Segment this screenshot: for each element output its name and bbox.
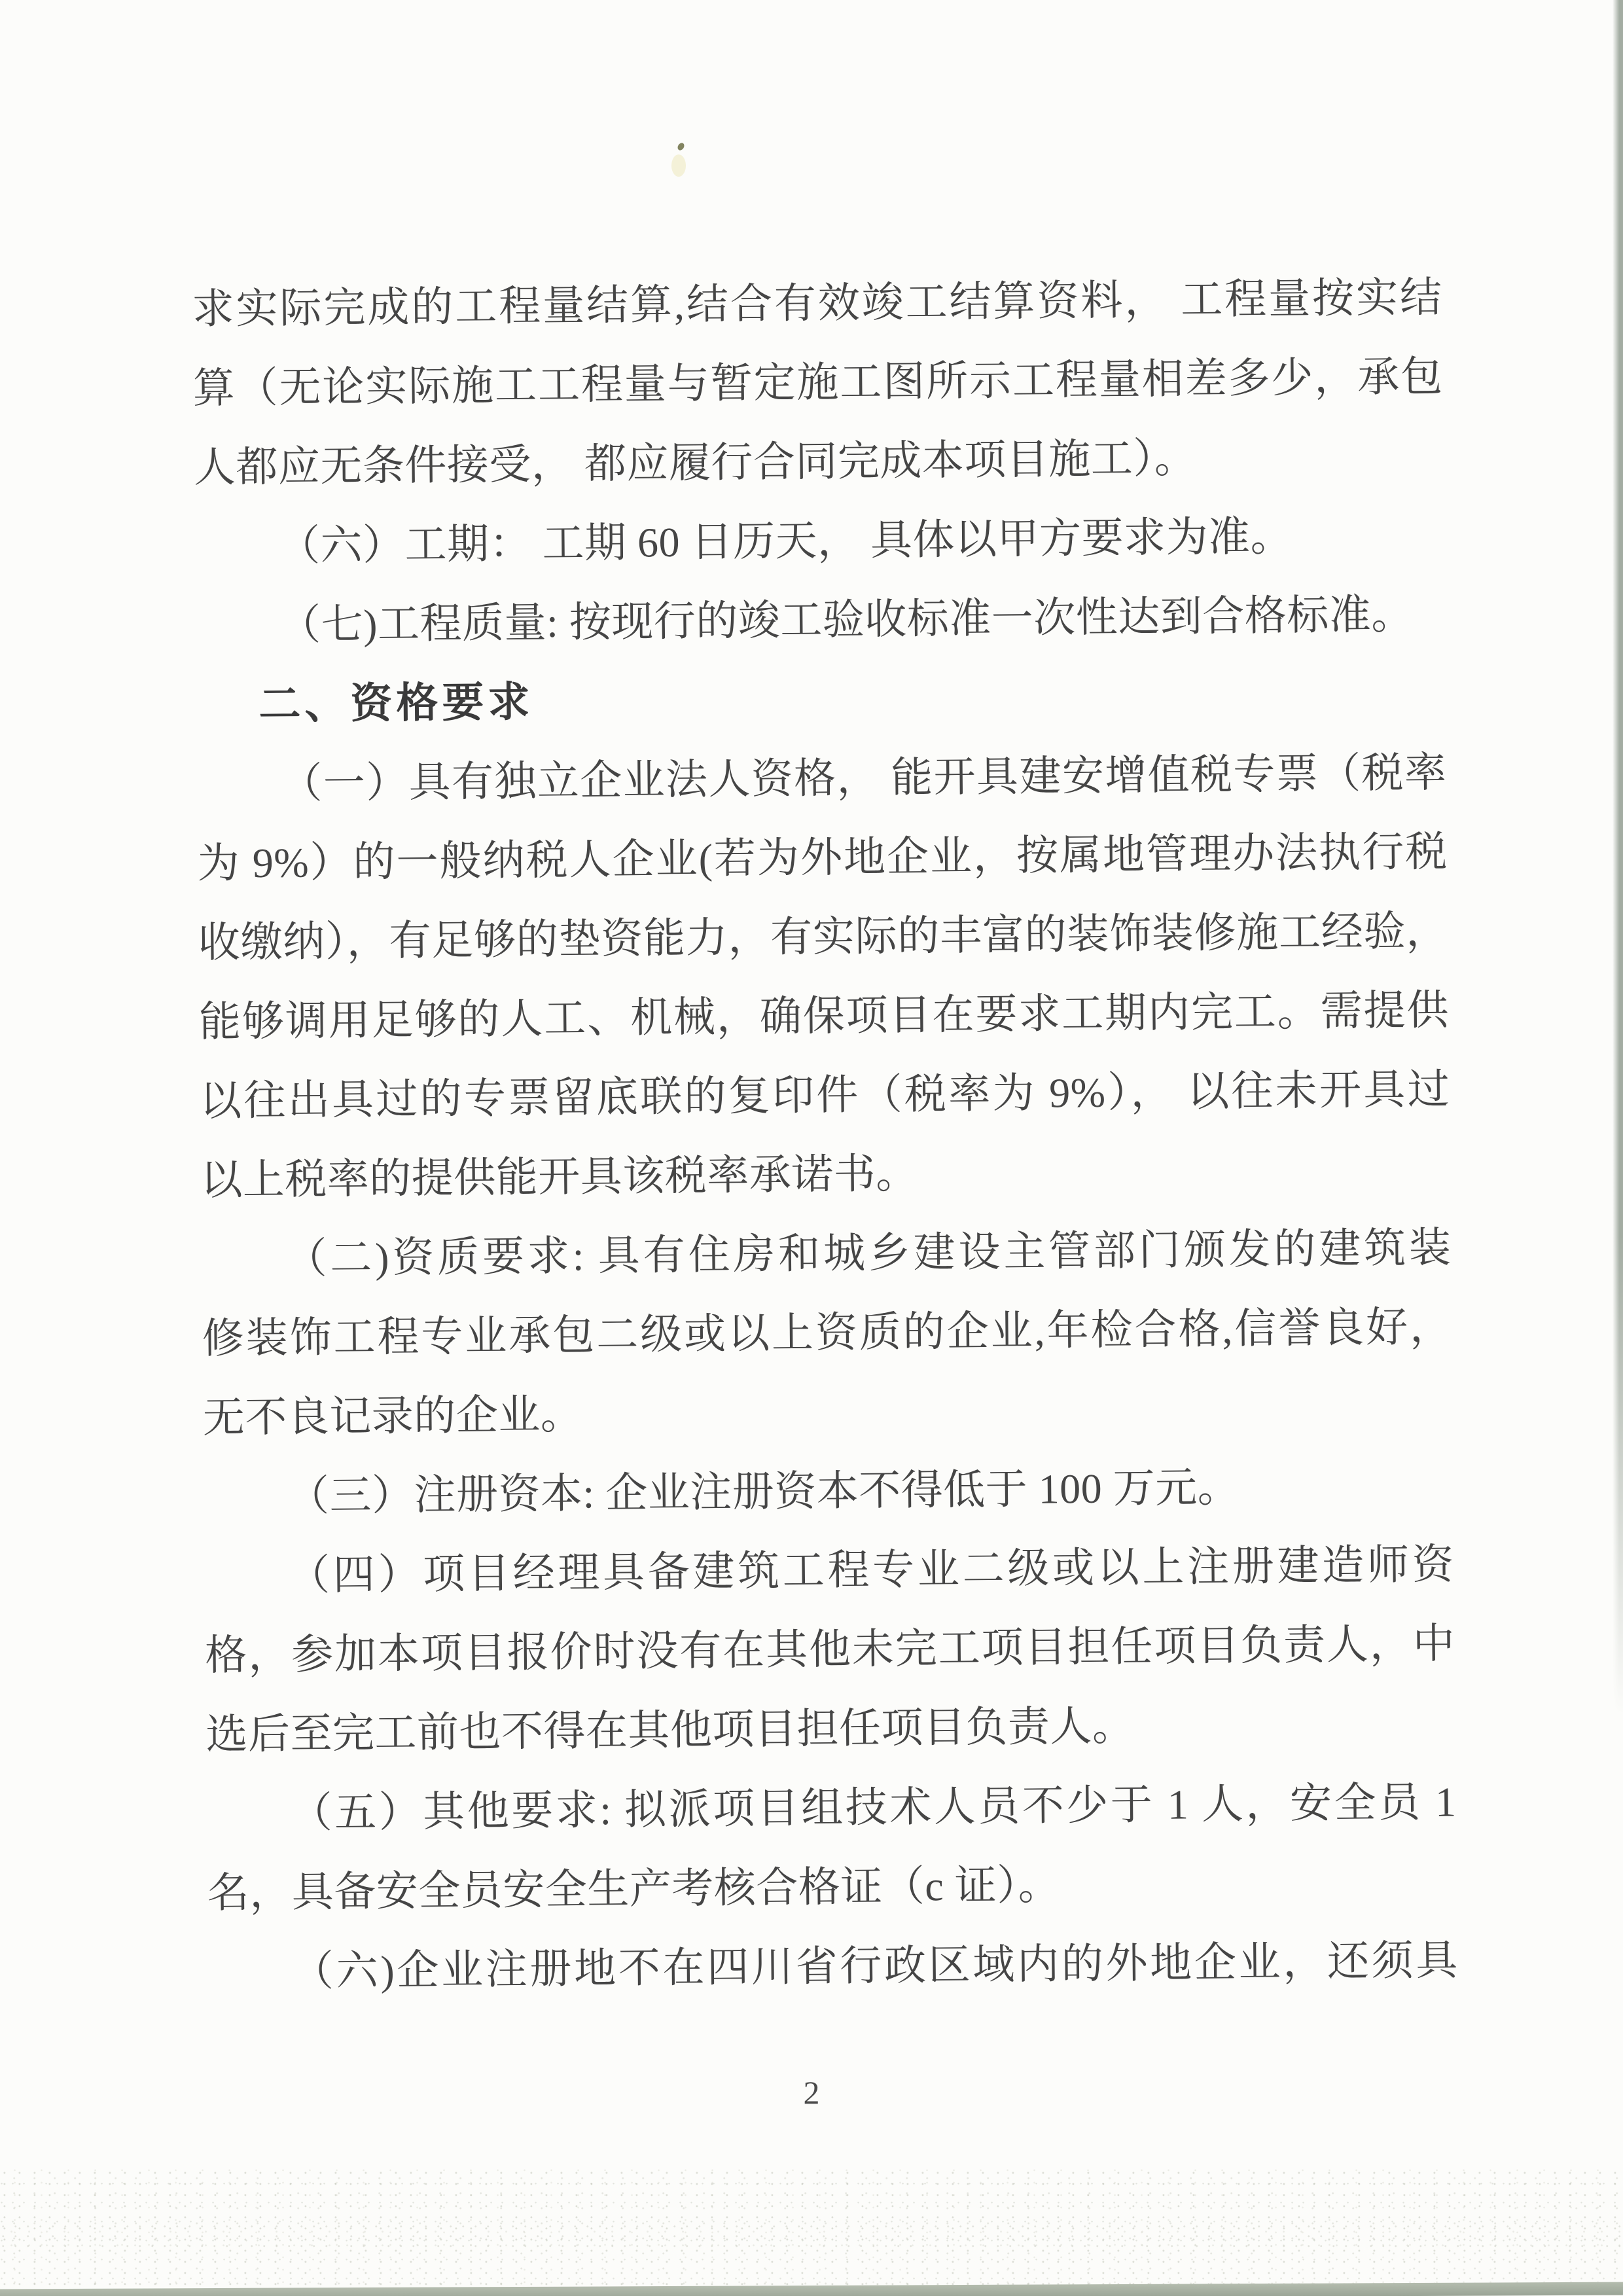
text-line-duration-clause: （六）工期： 工期 60 日历天， 具体以甲方要求为准。 xyxy=(277,512,1293,569)
text-line-item-4: （四）项目经理具备建筑工程专业二级或以上注册建造师资 xyxy=(287,1541,1455,1599)
text-line: 人都应无条件接受， 都应履行合同完成本项目施工）。 xyxy=(193,435,1197,491)
text-line-item-6: （六)企业注册地不在四川省行政区域内的外地企业，还须具 xyxy=(291,1937,1459,1995)
text-line: 以上税率的提供能开具该税率承诺书。 xyxy=(200,1150,919,1204)
text-line: 为 9%）的一般纳税人企业(若为外地企业，按属地管理办法执行税 xyxy=(197,828,1448,887)
text-line: 求实际完成的工程量结算,结合有效竣工结算资料， 工程量按实结 xyxy=(192,274,1442,332)
text-line: 名，具备安全员安全生产考核合格证（c 证）。 xyxy=(207,1861,1061,1916)
text-line-item-1: （一）具有独立企业法人资格， 能开具建安增值税专票（税率 xyxy=(280,749,1447,807)
text-line: 选后至完工前也不得在其他项目担任项目负责人。 xyxy=(205,1702,1135,1758)
text-line: 修装饰工程专业承包二级或以上资质的企业,年检合格,信誉良好， xyxy=(202,1303,1452,1362)
text-line: 算（无论实际施工工程量与暂定施工图所示工程量相差多少，承包 xyxy=(192,353,1443,412)
text-line-item-3: （三）注册资本: 企业注册资本不得低于 100 万元。 xyxy=(287,1463,1240,1520)
scan-speck-halo-artifact xyxy=(671,154,686,177)
section-heading-qualification-requirements: 二、资格要求 xyxy=(259,678,534,728)
text-line: 无不良记录的企业。 xyxy=(202,1391,583,1441)
text-line: 以往出具过的专票留底联的复印件（税率为 9%）， 以往未开具过 xyxy=(199,1066,1450,1124)
text-line: 收缴纳），有足够的垫资能力，有实际的丰富的装饰装修施工经验， xyxy=(198,907,1449,966)
scan-speck-artifact xyxy=(677,142,686,152)
text-line-quality-clause: （七)工程质量: 按现行的竣工验收标准一次性达到合格标准。 xyxy=(278,591,1414,649)
text-line: 能够调用足够的人工、机械，确保项目在要求工期内完工。需提供 xyxy=(198,986,1450,1045)
text-line-item-2: （二)资质要求: 具有住房和城乡建设主管部门颁发的建筑装 xyxy=(285,1224,1452,1282)
text-line: 格，参加本项目报价时没有在其他未完工项目担任项目负责人，中 xyxy=(204,1620,1455,1679)
page-number: 2 xyxy=(803,2074,820,2111)
text-line-item-5: （五）其他要求: 拟派项目组技术人员不少于 1 人，安全员 1 xyxy=(290,1778,1457,1837)
scan-noise-bottom-artifact xyxy=(0,2168,1623,2289)
document-body xyxy=(192,258,1458,2012)
scan-edge-right-artifact xyxy=(1613,0,1623,1715)
